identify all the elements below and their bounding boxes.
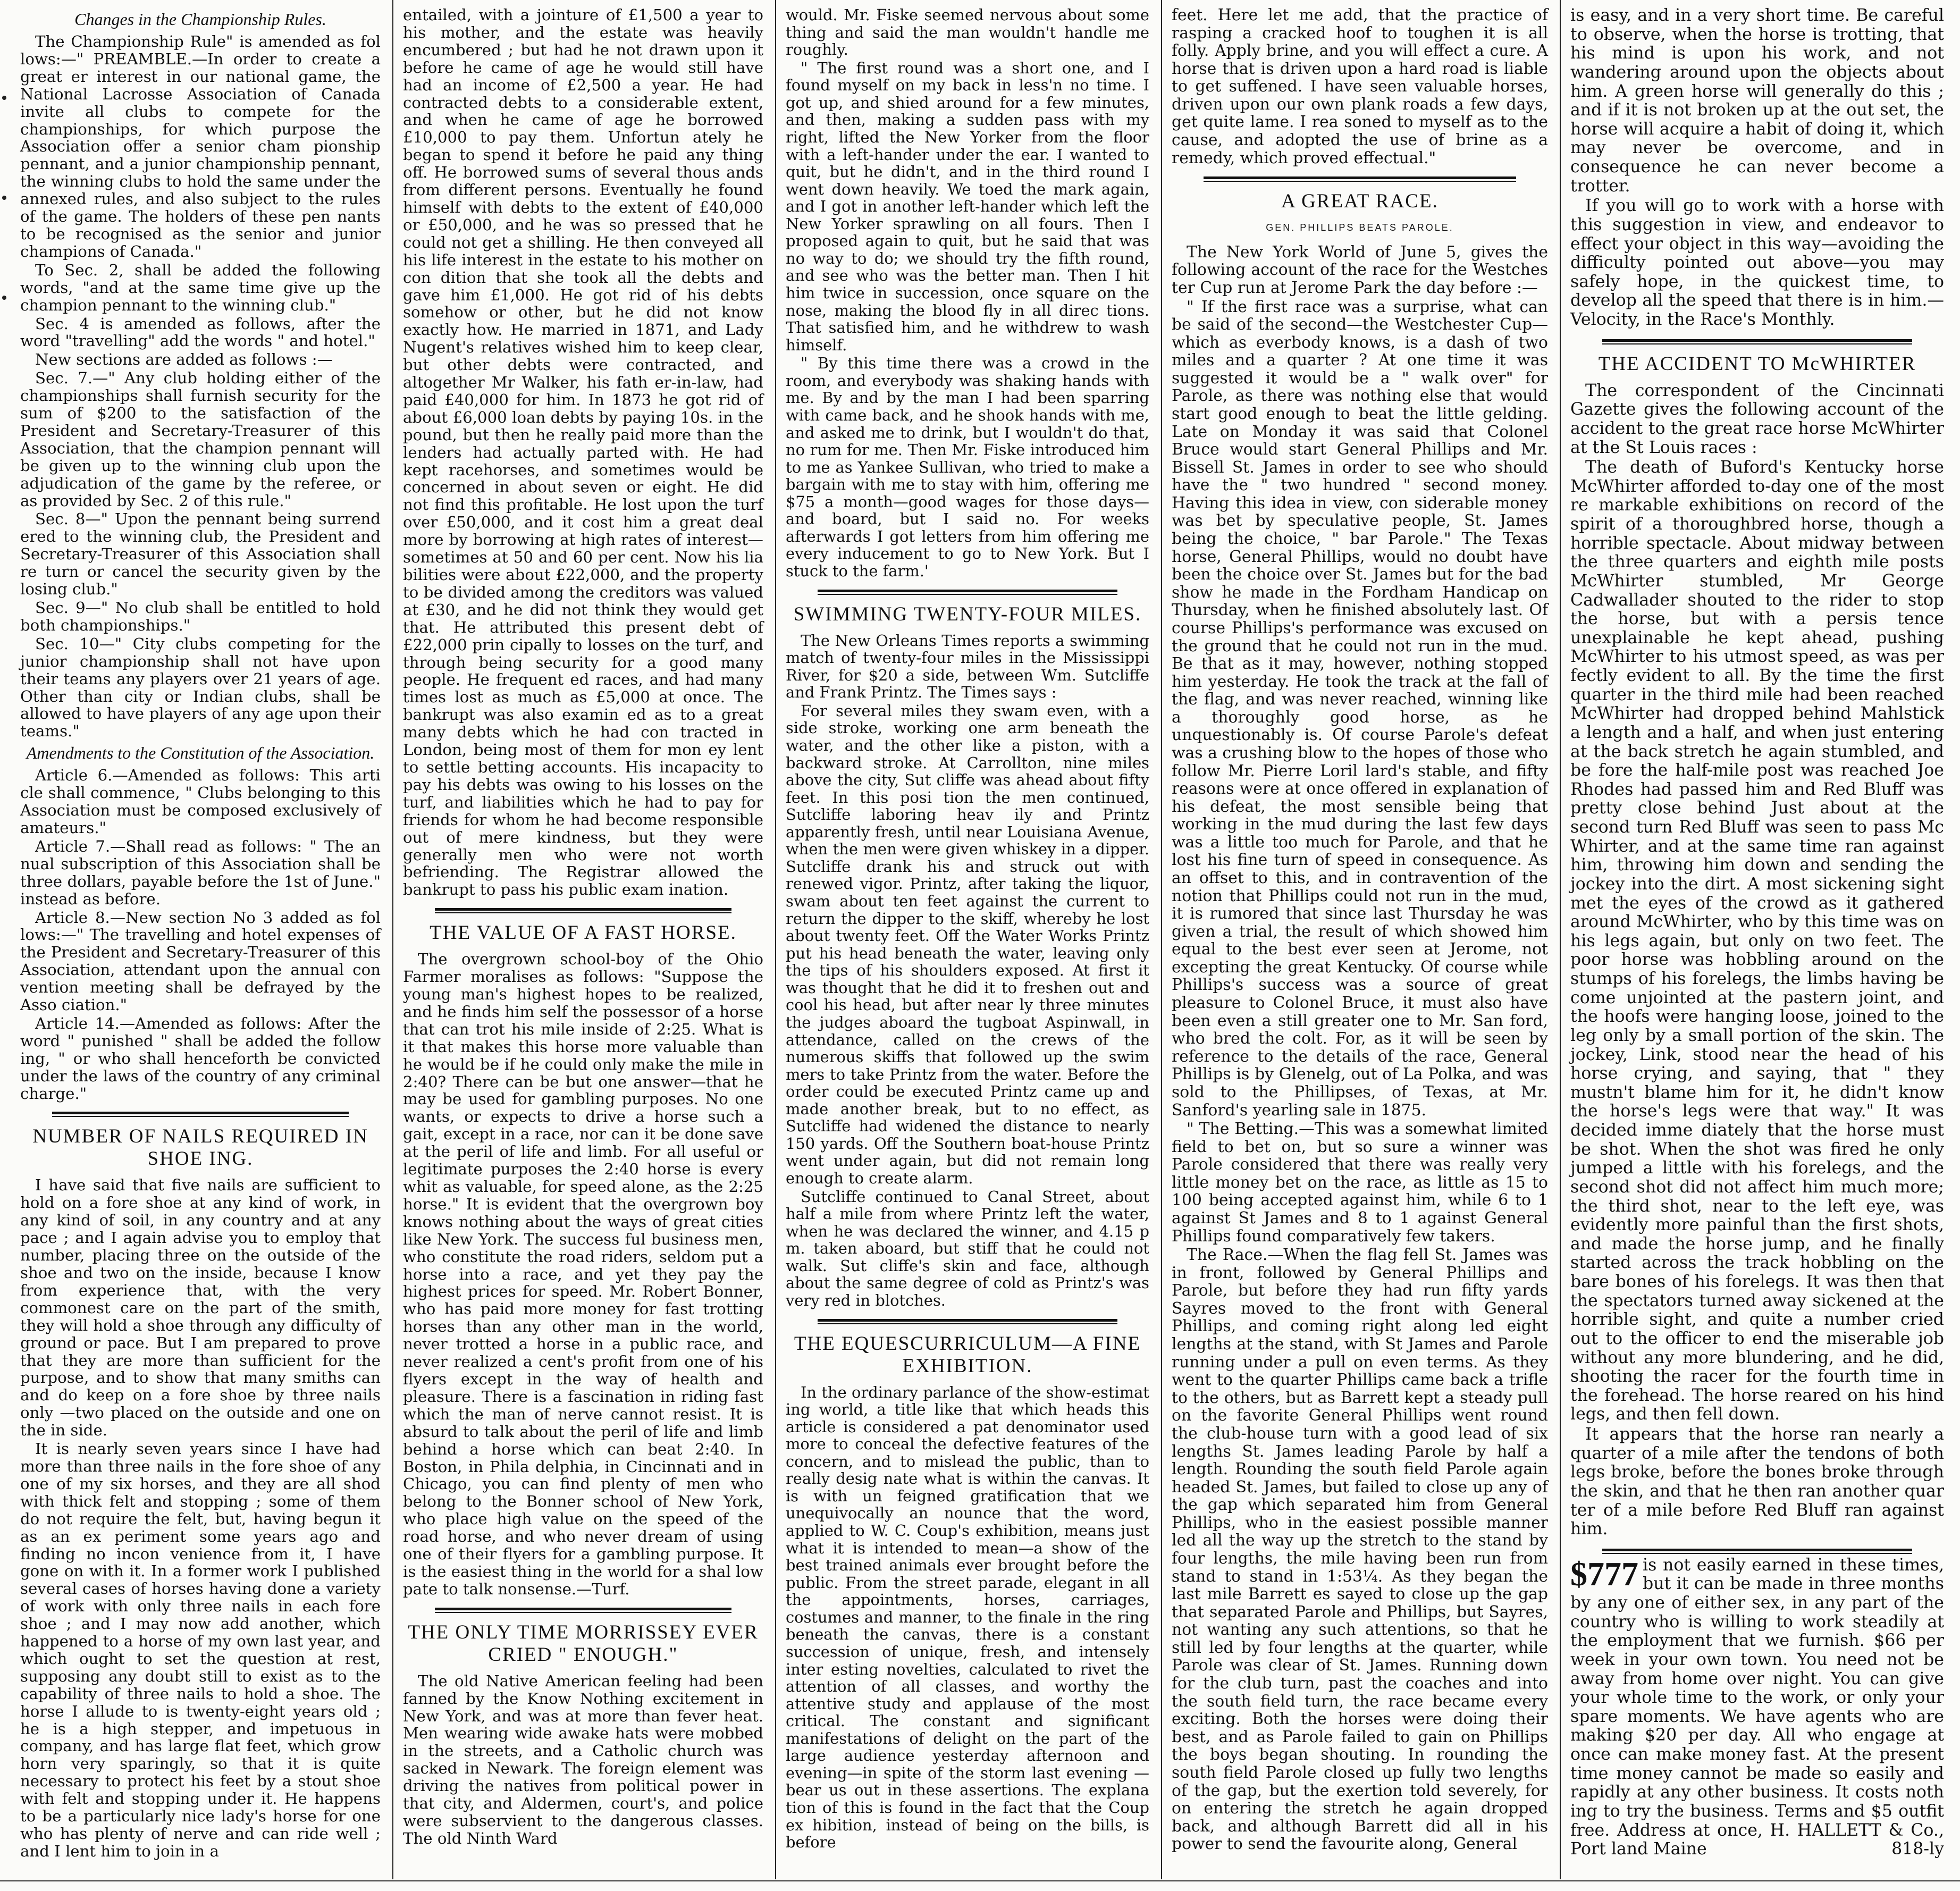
paragraph: To Sec. 2, shall be added the following words, "and at the same time give up the champion pennant to the winning club." [20,260,381,314]
paragraph: feet. Here let me add, that the practice of rasping a cracked hoof to toughen it is all folly. Apply brine, and you will effect a cure. A horse that is driven upon a hard road is liable to get suffened. I have seen valuable horses, driven upon our own plank roads a few days, get quite lame. I rea soned to myself as to the cause, and adopted the use of brine as a remedy, which proved effectual." [1172,6,1548,167]
article-subheading-great-race: GEN. PHILLIPS BEATS PAROLE. [1266,222,1454,233]
article-heading-fast-horse: THE VALUE OF A FAST HORSE. [430,922,737,944]
ad-amount: $777 [1570,1554,1638,1593]
mcwhirter-body [1570,382,1944,1539]
paragraph: It is nearly seven years since I have had more than three nails in the fore shoe of any one of my six horses, and they are all shod with thick felt and stopping ; some of them do not require the felt, but, having begun it as an ex periment some years ago and finding no incon venience from it, I have gone on with it. In a former work I published several cases of horses having done a variety of work with only three nails in each fore shoe ; and I may now add another, which happened to a horse of my own last year, and which ought to set the question at rest, supposing any doubt still to exist as to the capability of three nails to hold a shoe. The horse I allude to is twenty-eight years old ; he is a high stepper, and impetuous in company, and has large flat feet, which grow horn very sparingly, so that it is quite necessary to protect his feet by a stout shoe with felt and stopping under it. He happens to be a particularly nice lady's horse for one who has plenty of nerve and can ride well ; and I lent him to join in a [20,1440,381,1860]
section-divider [818,1319,1117,1324]
column-2 [394,0,772,1871]
column-separator [392,0,393,1879]
paragraph: Sec. 9—" No club shall be entitled to hold both championships." [20,599,381,634]
page-bottom-edge [0,1880,1960,1881]
advertisement [1570,1556,1944,1859]
swimming-body [786,632,1149,1309]
article-heading-nails: NUMBER OF NAILS REQUIRED IN SHOE ING. [32,1125,368,1170]
paragraph: It appears that the horse ran nearly a quarter of a mile after the tendons of both legs broke, before the bones broke through the skin, and that he then ran another quar ter of a mile before Red Bluff ran against him. [1570,1425,1944,1539]
paragraph: The Championship Rule" is amended as fol lows:—" PREAMBLE.—In order to create a great er interest in our national game, the National Lacrosse Association of Canada invite all clubs to compete for the championships, for which purpose the Association offer a senior cham pionship pennant, and a junior championship pennant, the winning clubs to hold the same under the annexed rules, and also subject to the rules of the game. The holders of these pen nants to be recognised as the senior and junior champions of Canada." [20,32,381,260]
paragraph: The correspondent of the Cincinnati Gazette gives the following account of the accident to the great race horse McWhirter at the St Louis races : [1570,381,1944,457]
paragraph: The Race.—When the flag fell St. James was in front, followed by General Phillips and Parole, but before they had run fifty yards Sayres moved to the front with General Phillips, and coming right along led eight lengths at the stand, with St James and Parole running under a pull on even terms. As they went to the quarter Phillips came back a trifle to the others, but as Barrett kept a steady pull on the favorite General Phillips went round the club-house turn with a good lead of six lengths St. James leading Parole by half a length. Rounding the south field Parole again headed St. James, but failed to close up any of the gap which separated him from General Phillips, who in the easiest possible manner led all the way up the stretch to the stand by four lengths, the mile having been run from stand to stand in 1:53¼. As they began the last mile Barrett es sayed to close up the gap that separated Parole and Phillips, but Sayres, not wanting any such attentions, so that he still led by four lengths at the quarter, while Parole was clear of St. James. Running down for the club turn, past the coaches and into the south field turn, the race became every exciting. Both the horses were doing their best, and as Parole failed to gain on Phillips the boys began shouting. In rounding the south field Parole closed up fully two lengths of the gap, but the exertion told severely, for on entering the stretch he again dropped back, and although Barrett did all in his power to send the favourite along, General [1172,1246,1548,1854]
fast-horse-body [403,951,763,1598]
bankruptcy-article-body [403,6,763,898]
paragraph: The New York World of June 5, gives the following account of the race for the Westches ter Cup run at Jerome Park the day before :— [1172,242,1548,297]
equescurriculum-body [786,1384,1149,1851]
column-separator [1560,0,1561,1879]
column-3 [777,0,1158,1871]
paragraph: Sec. 10—" City clubs competing for the junior championship shall not have upon their teams any players over 21 years of age. Other than city or Indian clubs, shall be allowed to have players of any age upon their teams." [20,634,381,741]
paragraph: would. Mr. Fiske seemed nervous about some thing and said the man wouldn't handle me roughly. [786,6,1149,59]
paragraph: " If the first race was a surprise, what can be said of the second—the Westchester Cup—which as everbody knows, is a dash of two miles and a quarter ? At one time it was suggested it would be a " walk over" for Parole, as there was nothing else that would start good enough to beat the little gelding. Late on Monday it was said that Colonel Bruce would start General Phillips and Mr. Bissell St. James in order to see who should have the " two hundred " second money. Having this idea in view, con siderable money was bet by speculative people, St. James being the choice, " bar Parole." The Texas horse, General Phillips, would no doubt have been the choice over St. James but for the bad show he made in the Fordham Handicap on Thursday, when he finished absolutely last. Of course Phillips's performance was excused on the ground that he could not run in the mud. Be that as it may, however, nothing stopped him yesterday. He took the track at the fall of the flag, and was never reached, winning like a thoroughly good horse, as he unquestionably is. Of course Parole's defeat was a crushing blow to the hopes of those who follow Mr. Pierre Loril lard's stable, and fifty reasons were at once offered in explanation of his defeat, the most sensible being that working in the mud during the last few days was a little too much for Parole, and that he lost his fine turn of speed in consequence. As an offset to this, and in contravention of the notion that Phillips could not run in the mud, it is rumored that since last Thursday he was given a trial, the result of which showed him equal to the best ever seen at Jerome, not excepting the great Kentucky. Of course while Phillips's success was a source of great pleasure to Colonel Bruce, it must also have been even a still greater one to Mr. San ford, who bred the colt. For, as it will be seen by reference to the details of the race, General Phillips is by Glenelg, out of La Polka, and was sold to the Phillipses, of Texas, at Mr. Sanford's yearling sale in 1875. [1172,297,1548,1120]
paragraph: The overgrown school-boy of the Ohio Farmer moralises as follows: "Suppose the young man's highest hopes to be realized, and he finds him self the possessor of a horse that can trot his mile inside of 2:25. What is it that makes this horse more valuable than he would be if he could only make the mile in 2:40? There can be but one answer—that he may be used for gambling purposes. No one wants, or expects to drive a horse such a gait, except in a race, nor can it be done save at the peril of life and limb. For all useful or legitimate purposes the 2:40 horse is every whit as valuable, for speed alone, as the 2:25 horse." It is evident that the overgrown boy knows nothing about the ways of great cities like New York. The success ful business men, who constitute the road riders, seldom put a horse into a race, and yet they pay the highest prices for speed. Mr. Robert Bonner, who has paid more money for fast trotting horses than any other man in the world, never trotted a horse in a public race, and never realized a cent's profit from one of his flyers except in the way of health and pleasure. There is a fascination in riding fast which the man of nerve cannot resist. It is absurd to talk about the peril of life and limb behind a horse which can beat 2:40. In Boston, in Phila delphia, in Cincinnati and in Chicago, you can find plenty of men who belong to the Bonner school of New York, who place high value on the speed of the road horse, and who never dream of using one of their flyers for a gambling purpose. It is the easiest thing in the world for a shal low pate to talk nonsense.—Turf. [403,950,763,1598]
nails-article-body [20,1176,381,1860]
amendments-body [20,767,381,1102]
article-heading-swimming: SWIMMING TWENTY-FOUR MILES. [793,603,1142,625]
section-divider [818,590,1117,595]
paragraph: For several miles they swam even, with a side stroke, working one arm beneath the water, and the other like a piston, with a backward stroke. At Carrollton, nine miles above the city, Sut cliffe was ahead about fifty feet. In this posi tion the men continued, Sutcliffe laboring heav ily and Printz apparently fresh, until near Louisiana Avenue, when the men were given whiskey in a dipper. Sutcliffe drank his and struck out with renewed vigor. Printz, after taking the liquor, swam about ten feet against the current to return the dipper to the skiff, whereby he lost about twenty feet. Off the Water Works Printz put his head beneath the water, leaving only the tips of his shoulders exposed. At first it was thought that he did it to freshen out and cool his head, but after near ly three minutes the judges aboard the tugboat Aspinwall, in attendance, called on the crews of the numerous skiffs that followed up the swim mers to take Printz from the water. Before the order could be executed Printz came up and made another break, but to no effect, as Sutcliffe had widened the distance to nearly 150 yards. Off the Southern boat-house Printz went under again, but did not remain long enough to create alarm. [786,701,1149,1187]
subtitle-amendments: Amendments to the Constitution of the Association. [26,743,375,763]
column-separator [775,0,776,1879]
paragraph: " The Betting.—This was a somewhat limited field to bet on, but so sure a winner was Parole considered that there was really very little money bet on the race, as little as 15 to 100 being accepted against him, while 6 to 1 against St James and 8 to 1 against General Phillips found comparatively few takers. [1172,1120,1548,1246]
paragraph: Article 7.—Shall read as follows: " The an nual subscription of this Association shall be three dollars, payable before the 1st of June." instead as before. [20,837,381,908]
section-divider [52,1112,349,1117]
paragraph: entailed, with a jointure of £1,500 a year to his mother, and the estate was heavily encumbered ; but had he not drawn upon it before he came of age he would still have had an income of £2,500 a year. He had contracted debts to a considerable extent, and when he came of age he borrowed £10,000 to pay them. Unfortun ately he began to spend it before he paid any thing off. He borrowed sums of several thous ands from different persons. Eventually he found himself with debts to the extent of £40,000 or £50,000, and he was so pressed that he could not get a shilling. He then conveyed all his life interest in the estate to his mother on con dition that she took all the debts and gave him £1,000. He got rid of his debts somehow or other, but he did not know exactly how. He married in 1871, and Lady Nugent's relatives wished him to keep clear, but other debts were contracted, and altogether Mr Walker, his fath er-in-law, had paid £40,000 for him. In 1873 he got rid of about £6,000 loan debts by paying 10s. in the pound, but then he really paid more than the lenders had actually parted with. He had kept racehorses, and sometimes would be concerned in about seven or eight. He did not find this profitable. He lost upon the turf over £50,000, and it cost him a great deal more by borrowing at high rates of interest—sometimes at 50 and 60 per cent. Now his lia bilities were about £22,000, and the property to be divided among the creditors was valued at £30, and he did not think they would get that. He attributed this present debt of £22,000 prin cipally to losses on the turf, and through being security for a good many people. He frequent ed races, and had many times lost as much as £5,000 at once. The bankrupt was also examin ed as to a great many debts which he had con tracted in London, being most of them for mon ey lent to settle betting accounts. His incapacity to pay his debts was owing to his losses on the turf, and liabilities which he had to pay for friends for whom he had become responsible out of mere kindness, but they were generally men who were not worth befriending. The Registrar allowed the bankrupt to pass his public exam ination. [403,6,763,899]
championship-rules-body [20,33,381,740]
morrissey-body [403,1673,763,1847]
paragraph: " By this time there was a crowd in the room, and everybody was shaking hands with me. By and by the man I had been sparring with came back, and he shook hands with me, and asked me to drink, but I wouldn't do that, no rum for me. Then Mr. Fiske introduced him to me as Yankee Sullivan, who tried to make a bargain with me to stay with him, offering me $75 a month—good wages for those days—and board, but I said no. For weeks afterwards I got letters from him offering me every inducement to go to New York. But I stuck to the farm.' [786,354,1149,580]
section-divider [1204,177,1516,182]
paragraph: " The first round was a short one, and I found myself on my back in less'n no time. I got up, and shied around for a few minutes, and then, making a sudden pass with my right, lifted the New Yorker from the floor with a left-hander under the ear. I wanted to quit, but he didn't, and in the third round I went down heavily. We toed the mark again, and I got in another left-hander which left the New Yorker sprawling on all fours. Then I proposed again to quit, but he said that was no way to do; we should try the fifth round, and see who was the better man. Then I hit him twice in succession, once square on the nose, making the blood fly in all direc tions. That satisfied him, and he withdrew to wash himself. [786,58,1149,354]
sparring-article-body [786,6,1149,580]
hoof-article-body [1172,6,1548,167]
column-4 [1163,0,1557,1871]
paragraph: Article 6.—Amended as follows: This arti cle shall commence, " Clubs belonging to this Association must be composed exclusively of amateurs." [20,766,381,837]
ad-code: 818-ly [1891,1839,1944,1859]
paragraph: Article 14.—Amended as follows: After the word " punished " shall be added the follow ing, " or who shall henceforth be convicted under the laws of the country of any criminal charge." [20,1014,381,1103]
paragraph: Article 8.—New section No 3 added as fol lows:—" The travelling and hotel expenses of the President and Secretary-Treasurer of this Association, attendant upon the annual con vention meeting shall be defrayed by the Asso ciation." [20,908,381,1014]
article-heading-equescurriculum: THE EQUESCURRICULUM—A FINE EXHIBITION. [794,1332,1141,1377]
column-1 [12,0,389,1871]
column-separator [1161,0,1162,1879]
paragraph: Sec. 4 is amended as follows, after the word "travelling" add the words " and hotel." [20,314,381,350]
section-divider [435,1608,731,1613]
paragraph: In the ordinary parlance of the show-estimat ing world, a title like that which heads this article is considered a pat denominator used more to conceal the defective features of the concern, and to mislead the public, than to really desig nate what is within the canvas. It is with un feigned gratification that we unequivocally an nounce that the word, applied to W. C. Coup's exhibition, means just what it is intended to mean—a show of the best trained animals ever brought before the public. From the street parade, elegant in all the appointments, horses, carriages, costumes and manner, to the finale in the ring beneath the canvas, there is a constant succession of unique, fresh, and intensely inter esting novelties, calculated to rivet the attention of all classes, and worthy the attentive study and applause of the most critical. The constant and significant manifestations of delight on the part of the large audience yesterday afternoon and evening—in spite of the storm last evening —bear us out in these assertions. The explana tion of this is found in the fact that the Coup ex hibition, instead of being on the bills, is before [786,1383,1149,1852]
paragraph: Sec. 7.—" Any club holding either of the championships shall furnish security for the sum of $200 to the satisfaction of the President and Secretary-Treasurer of this Association, that the champion pennant will be given up to the winning club upon the adjudication of the game by the referee, or as provided by Sec. 2 of this rule." [20,369,381,510]
article-heading-morrissey: THE ONLY TIME MORRISSEY EVER CRIED " ENOUGH." [408,1621,759,1666]
paragraph: is easy, and in a very short time. Be careful to observe, when the horse is trotting, that his mind is upon his work, and not wandering around upon the objects about him. A green horse will generally do this ; and if it is not broken up at the out set, the horse will acquire a habit of doing it, which may never be overcome, and in consequence he can never become a trotter. [1570,6,1944,196]
column-5 [1562,0,1953,1871]
paragraph: The New Orleans Times reports a swimming match of twenty-four miles in the Mississippi River, for $20 a side, between Wm. Sutcliffe and Frank Printz. The Times says : [786,631,1149,702]
paragraph: New sections are added as follows :— [35,350,333,369]
ad-text: is not easily earned in these times, but it can be made in three months by any one of either sex, in any part of the country who is willing to work steadily at the employment that we furnish. $66 per week in your own town. You need not be away from home over night. You can give your whole time to the work, or only your spare moments. We have agents who are making $20 per day. All who engage at once can make money fast. At the present time money cannot be made so easily and rapidly at any other business. It costs noth ing to try the business. Terms and $5 outfit free. Address at once, H. HALLETT & Co., Port land Maine [1570,1555,1944,1859]
great-race-body [1172,243,1548,1853]
section-divider [435,908,731,913]
left-margin-edge [0,0,11,1891]
paragraph: Sec. 8—" Upon the pennant being surrend ered to the winning club, the President and Secretary-Treasurer of this Association shall re turn or cancel the security given by the losing club." [20,510,381,599]
paragraph: If you will go to work with a horse with this suggestion in view, and endeavor to effect your object in this way—avoiding the difficulty pointed out above—you may safely hope, in the quickest time, to develop all the speed that there is in him.—Velocity, in the Race's Monthly. [1570,196,1944,329]
paragraph: I have said that five nails are sufficient to hold on a fore shoe at any kind of work, in any kind of soil, in any country and at any pace ; and I again advise you to employ that number, placing three on the outside of the shoe and two on the inside, because I know from experience that, with the very commonest care on the part of the smith, they will hold a shoe through any difficulty of ground or pace. But I am prepared to prove that they are more than sufficient for the purpose, and to show that many smiths can and do keep on a fore shoe by three nails only —two placed on the outside and one on the in side. [20,1176,381,1440]
paragraph: The old Native American feeling had been fanned by the Know Nothing excitement in New York, and was at more than fever heat. Men wearing wide awake hats were mobbed in the streets, and a Catholic church was sacked in Newark. The foreign element was driving the natives from political power in that city, and Aldermen, court's, and police were subservient to the dangerous classes. The old Ninth Ward [403,1671,763,1847]
article-heading-great-race: A GREAT RACE. [1281,190,1439,213]
section-divider [1602,1549,1912,1554]
section-divider [1602,339,1912,344]
article-title-championship-rules: Changes in the Championship Rules. [74,10,326,29]
paragraph: Sutcliffe continued to Canal Street, about half a mile from where Printz left the water, when he was declared the winner, and 4.15 p m. taken aboard, but stiff that he could not walk. Sut cliffe's skin and face, although about the same degree of cold as Printz's was very red in blotches. [786,1187,1149,1309]
trotting-article-body [1570,6,1944,330]
article-heading-mcwhirter: THE ACCIDENT TO McWHIRTER [1598,352,1916,375]
paragraph: The death of Buford's Kentucky horse McWhirter afforded to-day one of the most re markable exhibitions on record of the spirit of a thoroughbred horse, though a horrible spectacle. About midway between the three quarters and eighth mile posts McWhirter stumbled, Mr George Cadwallader shouted to the rider to stop the horse, but with a persis tence unexplainable he kept ahead, pushing McWhirter to his utmost speed, as was per fectly evident to all. By the time the first quarter in the third mile had been reached McWhirter had dropped behind Mahlstick a length and a half, and when just entering at the back stretch he again stumbled, and be fore the half-mile post was reached Joe Rhodes had passed him and Red Bluff was pretty close behind Just about at the second turn Red Bluff was seen to pass Mc Whirter, and at the same time ran against him, throwing him down and sending the jockey into the dirt. A most sickening sight met the eyes of the crowd as it gathered around McWhirter, who by this time was on his legs again, but only on two feet. The poor horse was hobbling around on the stumps of his forelegs, the limbs having be come unjointed at the pastern joint, and the hoofs were hanging loose, joined to the leg only by a small portion of the skin. The jockey, Link, stood near the head of his horse crying, and saying, that " they mustn't blame him for it, he didn't know the horse's legs were that way." It was decided imme diately that the horse must be shot. When the shot was fired he only jumped a little with his forelegs, and the second shot did not affect him much more; the third shot, near to the left eye, was evidently more painful than the first shots, and made the horse jump, and he finally started across the track hobbling on the bare bones of his forelegs. It was then that the spectators turned away sickened at the horrible sight, and quite a number cried out to the officer to end the miserable job without any more blundering, and he did, shooting the racer for the fourth time in the forehead. The horse reared on his hind legs, and then fell down. [1570,458,1944,1424]
